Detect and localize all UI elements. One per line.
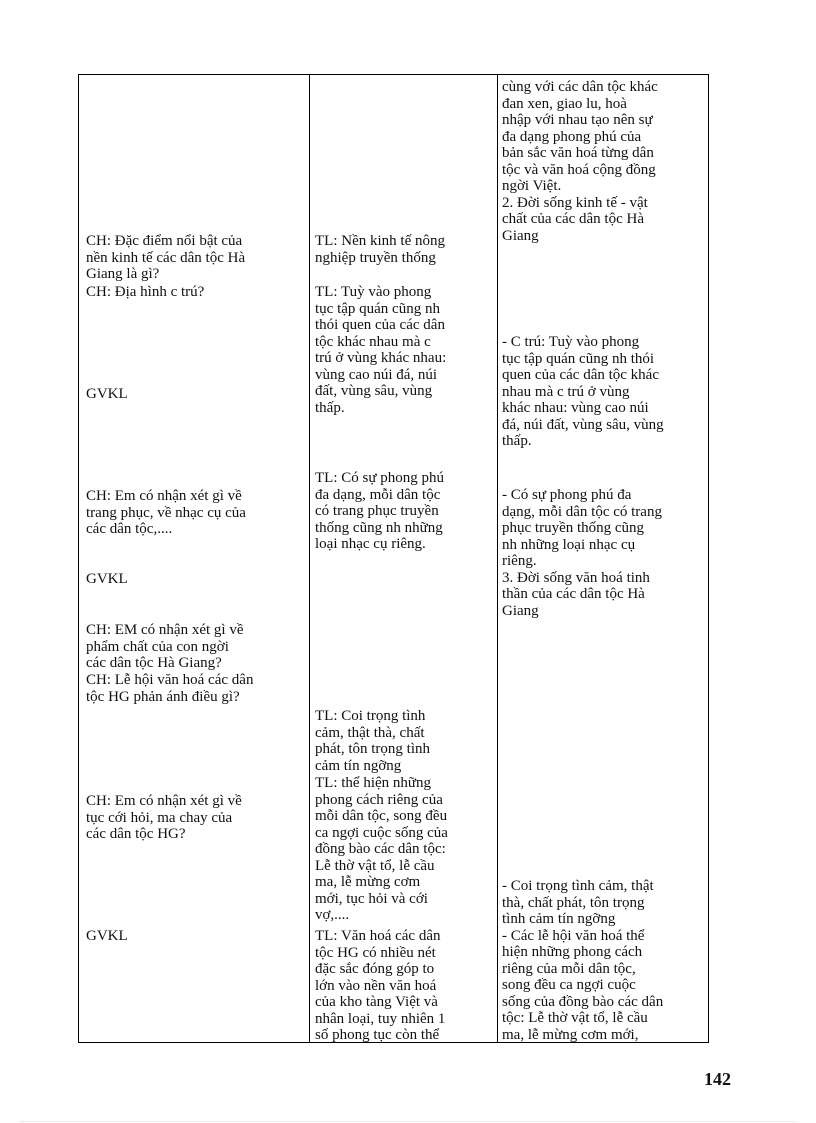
lesson-table: [78, 74, 709, 1043]
teacher-conclusion: GVKL: [86, 386, 128, 402]
answer-character: TL: Coi trọng tình cảm, thật thà, chất phát, tôn trọng tình cảm tín ngỡng: [315, 708, 430, 774]
question-economy: CH: Đặc điểm nổi bật của nền kinh tế các dân tộc Hà Giang là gì?: [86, 233, 246, 282]
column-divider: [497, 75, 498, 1042]
answer-culture: TL: Văn hoá các dân tộc HG có nhiều nét đặc sắc đóng góp to lớn vào nền văn hoá của kho tàng Việt và nhân loại, tuy nhiên 1 số phong tục còn thể: [315, 928, 446, 1043]
note-costume: - Có sự phong phú đa dạng, mỗi dân tộc có trang phục truyền thống cũng nh những loại nhạc cụ riêng. 3. Đời sống văn hoá tinh thần của các dân tộc Hà Giang: [502, 487, 662, 619]
answer-festival: TL: thể hiện những phong cách riêng của mỗi dân tộc, song đều ca ngợi cuộc sống của đồng bào các dân tộc: Lễ thờ vật tổ, lễ cầu ma, lễ mừng cơm mới, tục hỏi và cới vợ,....: [315, 775, 448, 923]
footer-divider: [20, 1121, 796, 1122]
answer-costume: TL: Có sự phong phú đa dạng, mỗi dân tộc có trang phục truyền thống cũng nh những loại nhạc cụ riêng.: [315, 470, 444, 552]
note-residence: - C trú: Tuỳ vào phong tục tập quán cũng nh thói quen của các dân tộc khác nhau mà c trú ở vùng khác nhau: vùng cao núi đá, núi đất, vùng sâu, vùng thấp.: [502, 334, 664, 449]
answer-residence: TL: Tuỳ vào phong tục tập quán cũng nh thói quen của các dân tộc khác nhau mà c trú ở vùng khác nhau: vùng cao núi đá, núi đất, vùng sâu, vùng thấp.: [315, 284, 447, 416]
page-number: 142: [704, 1069, 731, 1089]
question-residence: CH: Địa hình c trú?: [86, 284, 205, 300]
teacher-conclusion: GVKL: [86, 571, 128, 587]
teacher-conclusion: GVKL: [86, 928, 128, 944]
note-character-festival: - Coi trọng tình cảm, thật thà, chất phát, tôn trọng tình cảm tín ngỡng - Các lễ hội văn hoá thể hiện những phong cách riêng của mỗi dân tộc, song đều ca ngợi cuộc sống của đồng bào các dân tộc: Lễ thờ vật tổ, lễ cầu ma, lễ mừng cơm mới,: [502, 878, 664, 1043]
note-culture-diversity: cùng với các dân tộc khác đan xen, giao lu, hoà nhập với nhau tạo nên sự đa dạng phong phú của bản sắc văn hoá từng dân tộc và văn hoá cộng đồng ngời Việt. 2. Đời sống kinh tế - vật chất của các dân tộc Hà Giang: [502, 79, 658, 244]
question-customs: CH: Em có nhận xét gì về tục cới hỏi, ma chay của các dân tộc HG?: [86, 793, 242, 842]
question-costume: CH: Em có nhận xét gì về trang phục, về nhạc cụ của các dân tộc,....: [86, 488, 246, 537]
answer-economy: TL: Nền kinh tế nông nghiệp truyền thống: [315, 233, 445, 266]
question-festival: CH: Lễ hội văn hoá các dân tộc HG phản ánh điều gì?: [86, 672, 254, 705]
question-character: CH: EM có nhận xét gì về phẩm chất của con ngời các dân tộc Hà Giang?: [86, 622, 244, 671]
column-divider: [309, 75, 310, 1042]
